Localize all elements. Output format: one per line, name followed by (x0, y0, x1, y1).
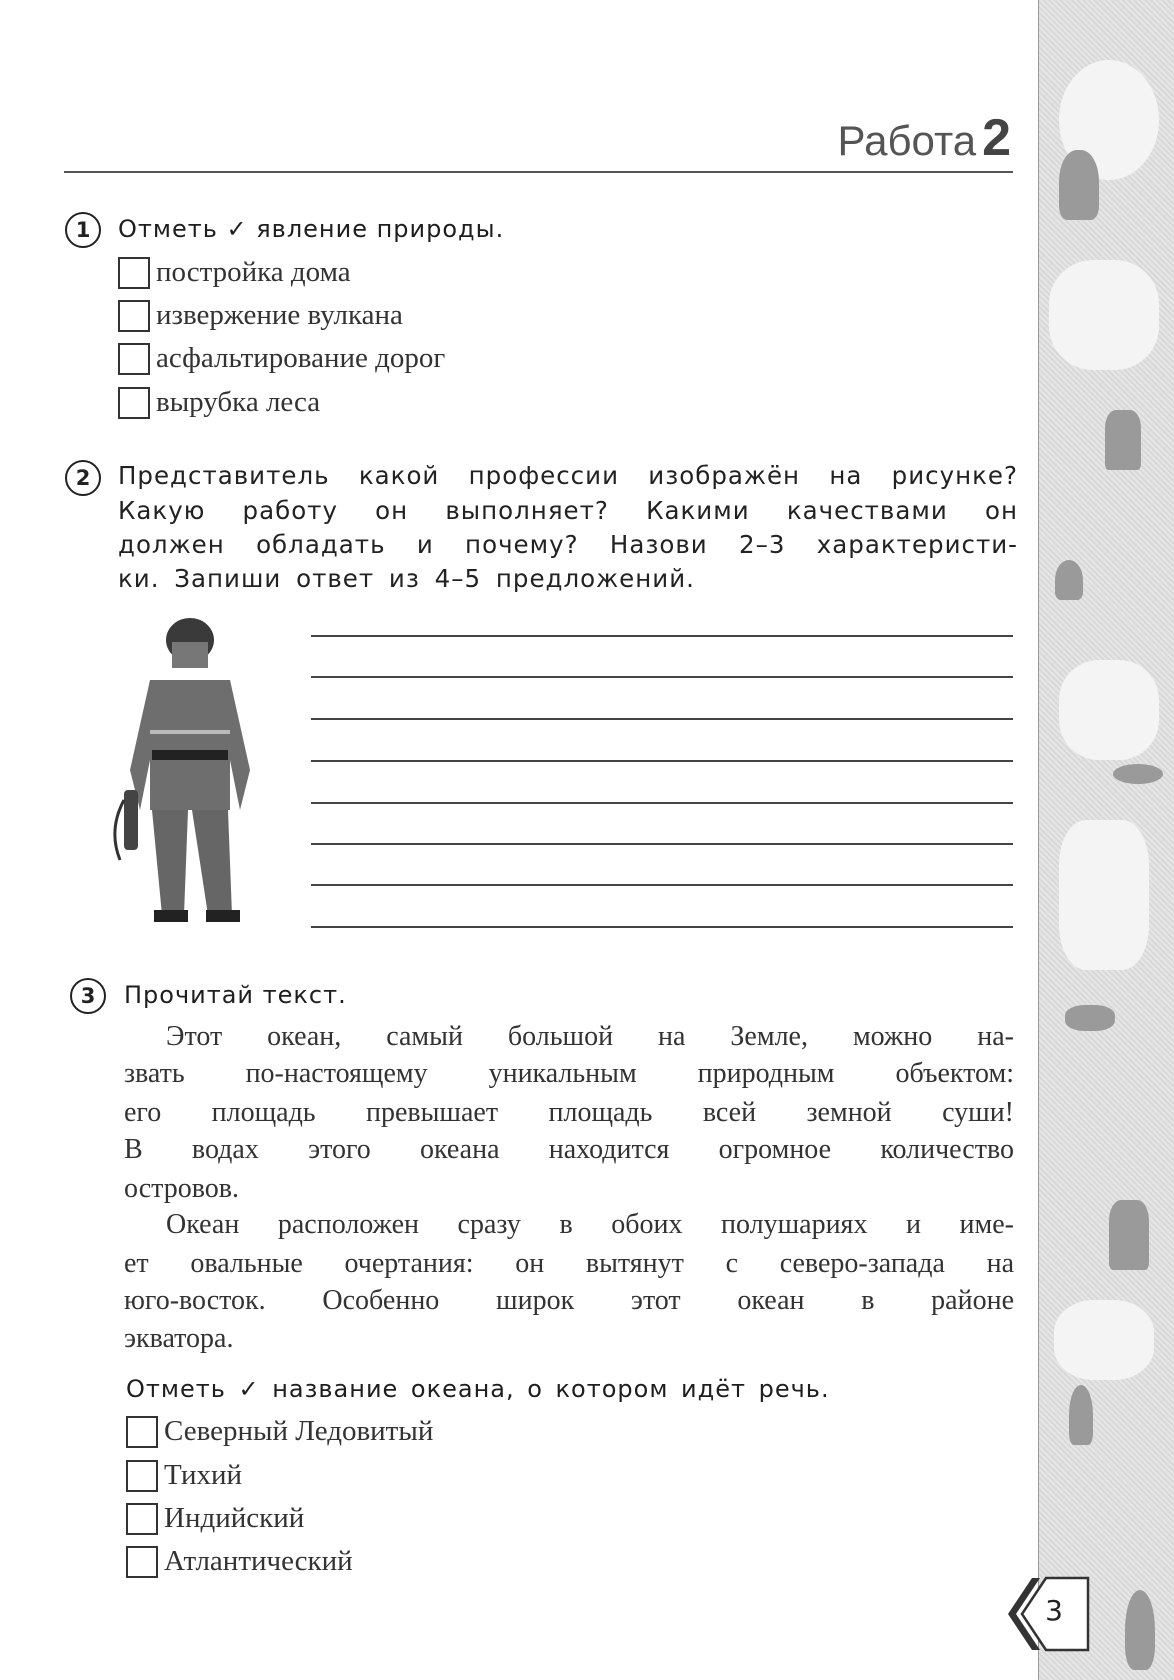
platypus-icon (1113, 764, 1163, 784)
question-2-line: ки. Запиши ответ из 4–5 предложений. (118, 564, 695, 593)
option-label: постройка дома (156, 256, 351, 288)
checkbox[interactable] (118, 387, 150, 419)
answer-line[interactable] (311, 635, 1013, 637)
answer-line[interactable] (311, 802, 1013, 804)
text-line: Этот океан, самый большой на Земле, можно на- (166, 1021, 1014, 1052)
option-label: извержение вулкана (156, 299, 403, 331)
deer-icon (1105, 410, 1141, 470)
option-label: Северный Ледовитый (164, 1415, 434, 1447)
question-2-line: Представитель какой профессии изображён на рисунке? (118, 461, 1018, 490)
text-line: ет овальные очертания: он вытянут с северо-запада на (124, 1248, 1014, 1279)
title-word: Работа (837, 117, 977, 164)
antelope-icon (1109, 1200, 1149, 1270)
text-line: юго-восток. Особенно широк этот океан в районе (124, 1285, 1014, 1316)
option-label: Индийский (164, 1502, 305, 1534)
penguin-icon (1125, 1590, 1155, 1670)
checkbox[interactable] (126, 1416, 158, 1448)
option-label: асфальтирование дорог (156, 342, 446, 374)
answer-line[interactable] (311, 843, 1013, 845)
text-line: его площадь превышает площадь всей земной суши! (124, 1097, 1014, 1128)
checkbox[interactable] (126, 1503, 158, 1535)
text-line: звать по-настоящему уникальным природным объектом: (124, 1058, 1014, 1089)
jackal-icon (1065, 1005, 1115, 1031)
q1-option[interactable] (118, 386, 320, 419)
checkbox[interactable] (126, 1546, 158, 1578)
q1-option[interactable] (118, 299, 403, 332)
question-1-prompt: Отметь ✓ явление природы. (118, 215, 505, 243)
answer-line[interactable] (311, 926, 1013, 928)
checkbox[interactable] (118, 343, 150, 375)
question-number-1: 1 (65, 212, 101, 248)
answer-line[interactable] (311, 760, 1013, 762)
q1-option[interactable] (118, 256, 351, 289)
monkey-icon (1059, 150, 1099, 220)
q3-option[interactable] (126, 1459, 242, 1492)
question-2-line: Какую работу он выполняет? Какими качествами он (118, 496, 1018, 525)
checkbox[interactable] (126, 1460, 158, 1492)
decorative-animal-sidebar (1038, 0, 1174, 1680)
question-number-3: 3 (70, 978, 106, 1014)
q1-option[interactable] (118, 342, 445, 375)
question-3-task: Отметь ✓ название океана, о котором идёт речь. (126, 1375, 830, 1403)
text-line: Океан расположен сразу в обоих полушариях и име- (166, 1209, 1014, 1240)
meerkat-icon (1069, 1385, 1093, 1445)
q3-option[interactable] (126, 1502, 304, 1535)
text-line: островов. (124, 1173, 239, 1204)
answer-line[interactable] (311, 676, 1013, 678)
option-label: Атлантический (164, 1545, 353, 1577)
answer-line[interactable] (311, 718, 1013, 720)
firefighter-illustration (110, 610, 270, 930)
bird-icon (1055, 560, 1083, 600)
page-title (837, 108, 1011, 168)
option-label: вырубка леса (156, 386, 321, 418)
checkbox[interactable] (118, 300, 150, 332)
question-2-line: должен обладать и почему? Назови 2–3 характеристи- (118, 530, 1018, 559)
option-label: Тихий (164, 1459, 243, 1491)
q3-option[interactable] (126, 1415, 433, 1448)
header-divider (64, 171, 1013, 173)
answer-line[interactable] (311, 884, 1013, 886)
text-line: экватора. (124, 1323, 234, 1354)
checkbox[interactable] (118, 257, 150, 289)
title-number: 2 (982, 109, 1011, 167)
text-line: В водах этого океана находится огромное количество (124, 1134, 1014, 1165)
q3-option[interactable] (126, 1545, 353, 1578)
page-number: 3 (1045, 1594, 1063, 1627)
question-3-prompt: Прочитай текст. (124, 981, 347, 1009)
question-number-2: 2 (65, 460, 101, 496)
